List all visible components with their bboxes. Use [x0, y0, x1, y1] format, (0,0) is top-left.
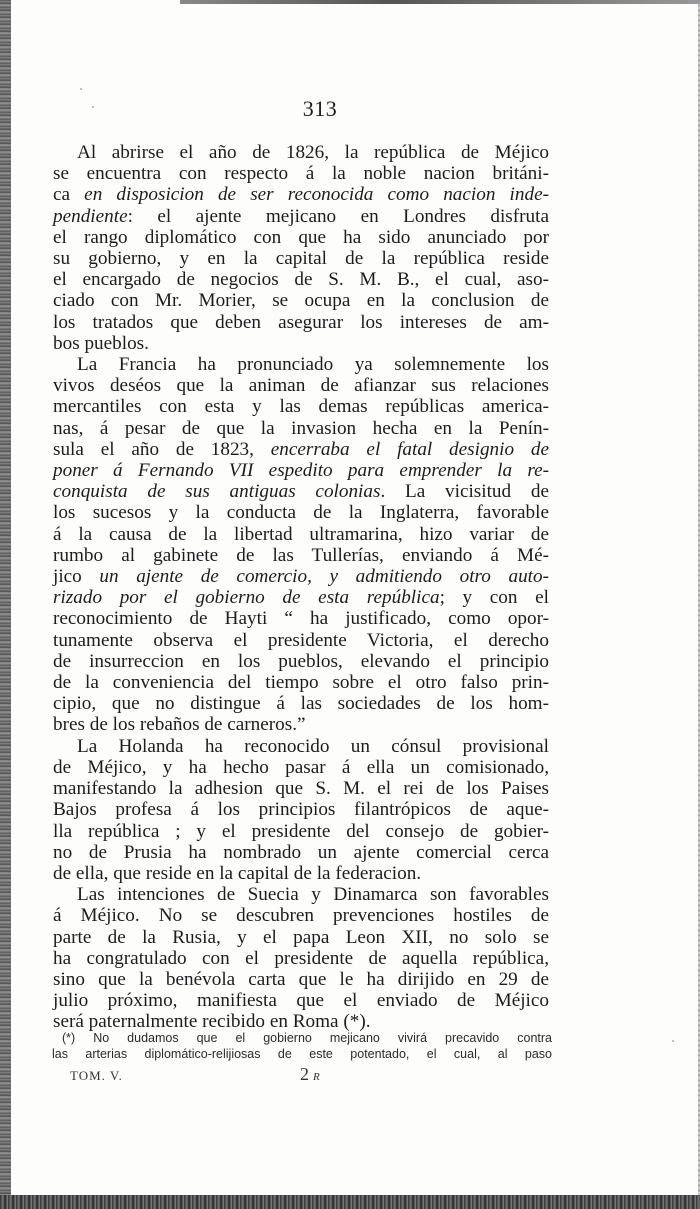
text: nas, á pesar de que la invasion hecha en la Penín-	[53, 417, 549, 439]
text: de Méjico, y ha hecho pasar á ella un comisionado,	[53, 756, 549, 778]
text: . La vicisitud de	[380, 481, 549, 503]
scan-speck	[80, 88, 82, 90]
text-line	[53, 587, 549, 608]
text: de la conveniencia del tiempo sobre el otro falso prin-	[53, 672, 549, 694]
paragraph	[53, 884, 549, 1032]
text-line	[53, 821, 549, 842]
text-line	[53, 672, 549, 693]
text: sula el año de 1823,	[53, 438, 271, 460]
text-line	[53, 566, 549, 587]
text: ; y con el	[439, 587, 549, 609]
page-left-edge-scan-shadow	[0, 0, 11, 1209]
page-top-edge	[180, 0, 700, 4]
text-line	[53, 333, 549, 354]
text: La Holanda ha reconocido un cónsul provisional	[77, 735, 549, 757]
text-line	[53, 418, 549, 439]
text-line	[53, 248, 549, 269]
text: de insurreccion en los pueblos, elevando el principio	[53, 650, 549, 672]
text: no de Prusia ha nombrado un ajente comercial cerca	[53, 841, 549, 863]
text-line	[53, 693, 549, 714]
footnote	[52, 1030, 552, 1062]
text: Bajos profesa á los principios filantrópicos de aque-	[53, 799, 549, 821]
text-line	[53, 757, 549, 778]
text-line	[53, 651, 549, 672]
text: tunamente observa el presidente Victoria, el derecho	[53, 629, 549, 651]
paragraph	[53, 354, 549, 736]
footnote-line: las arterias diplomático-relijiosas de este potentado, el cual, al paso	[52, 1047, 552, 1061]
text: será paternalmente recibido en Roma (*).	[53, 1011, 371, 1033]
signature-mark	[300, 1064, 320, 1085]
text: Las intenciones de Suecia y Dinamarca son favorables	[77, 884, 549, 906]
text-line	[53, 439, 549, 460]
signature-suffix: R	[313, 1071, 320, 1083]
text-line	[53, 884, 549, 905]
italic-text: rizado por el gobierno de esta república	[53, 587, 440, 609]
text-line	[53, 184, 549, 205]
text: los tratados que deben asegurar los intereses de am-	[53, 311, 549, 333]
text-line	[53, 396, 549, 417]
text: reconocimiento de Hayti “ ha justificado, como opor-	[53, 608, 549, 630]
text-line	[53, 799, 549, 820]
text-line	[53, 608, 549, 629]
text-line	[53, 227, 549, 248]
italic-text: pendiente	[53, 205, 128, 227]
italic-text: encerraba el fatal designio de	[270, 438, 549, 460]
text-line	[53, 863, 549, 884]
italic-text: un ajente de comercio, y admitiendo otro auto-	[99, 566, 549, 588]
italic-text: en disposicion de ser reconocida como nacion inde-	[84, 184, 549, 206]
text: julio próximo, manifiesta que el enviado de Méjico	[53, 990, 549, 1012]
text: manifestando la adhesion que S. M. el rei de los Paises	[53, 778, 549, 800]
text-line	[53, 842, 549, 863]
footnote-line: (*) No dudamos que el gobierno mejicano vivirá precavido contra	[62, 1031, 552, 1045]
signature-number: 2	[300, 1064, 309, 1084]
body-text	[53, 142, 549, 1033]
text-line	[53, 290, 549, 311]
text-line	[53, 375, 549, 396]
text: ciado con Mr. Morier, se ocupa en la conclusion de	[53, 290, 549, 312]
text: cipio, que no distingue á las sociedades de los hom-	[53, 693, 549, 715]
text: de ella, que reside en la capital de la federacion.	[53, 862, 422, 884]
paragraph	[53, 142, 549, 354]
text: La Francia ha pronunciado ya solemnemente los	[77, 354, 549, 376]
text-line	[53, 312, 549, 333]
text-line	[53, 736, 549, 757]
text: jico	[53, 566, 100, 588]
italic-text: poner á Fernando VII espedito para emprender la re-	[53, 460, 549, 482]
text: rumbo al gabinete de las Tullerías, enviando á Mé-	[53, 544, 549, 566]
text-line	[53, 354, 549, 375]
text-line	[53, 927, 549, 948]
text-line	[53, 163, 549, 184]
text: : el ajente mejicano en Londres disfruta	[127, 205, 549, 227]
text-line	[53, 714, 549, 735]
text-line	[53, 545, 549, 566]
text-line	[53, 524, 549, 545]
text: sino que la benévola carta que le ha dirijido en 29 de	[53, 968, 549, 990]
text: el encargado de negocios de S. M. B., el cual, aso-	[53, 269, 549, 291]
text-line	[53, 460, 549, 481]
text: mercantiles con esta y las demas repúblicas america-	[53, 396, 549, 418]
text-line	[53, 502, 549, 523]
text-line	[53, 269, 549, 290]
text: ha congratulado con el presidente de aquella república,	[53, 947, 549, 969]
page-number: 313	[302, 96, 338, 121]
text: lla república ; y el presidente del consejo de gobier-	[53, 820, 549, 842]
text: á Méjico. No se descubren prevenciones hostiles de	[53, 905, 549, 927]
text-line	[53, 630, 549, 651]
text-line	[53, 778, 549, 799]
text: su gobierno, y en la capital de la república reside	[53, 248, 549, 270]
page-bottom-edge-scan-shadow	[0, 1195, 700, 1209]
text-line	[53, 948, 549, 969]
text-line	[53, 142, 549, 163]
text: ca	[53, 184, 85, 206]
text-line	[53, 969, 549, 990]
italic-text: conquista de sus antiguas colonias	[53, 481, 381, 503]
paragraph	[53, 736, 549, 884]
text: se encuentra con respecto á la noble nacion británi-	[53, 163, 549, 185]
text: vivos deséos que la animan de afianzar sus relaciones	[53, 375, 549, 397]
text: parte de la Rusia, y el papa Leon XII, no solo se	[53, 926, 549, 948]
text: los sucesos y la conducta de la Inglaterra, favorable	[53, 502, 549, 524]
text: el rango diplomático con que ha sido anunciado por	[53, 226, 549, 248]
text-line	[53, 481, 549, 502]
scan-speck	[672, 1040, 674, 1042]
text-line	[53, 990, 549, 1011]
text: bres de los rebaños de carneros.”	[53, 714, 306, 736]
text-line	[53, 905, 549, 926]
text-line	[53, 206, 549, 227]
text: bos pueblos.	[53, 332, 149, 354]
text: Al abrirse el año de 1826, la república de Méjico	[77, 142, 549, 163]
volume-label: TOM. V.	[70, 1068, 123, 1083]
text: á la causa de la libertad ultramarina, hizo variar de	[53, 523, 549, 545]
